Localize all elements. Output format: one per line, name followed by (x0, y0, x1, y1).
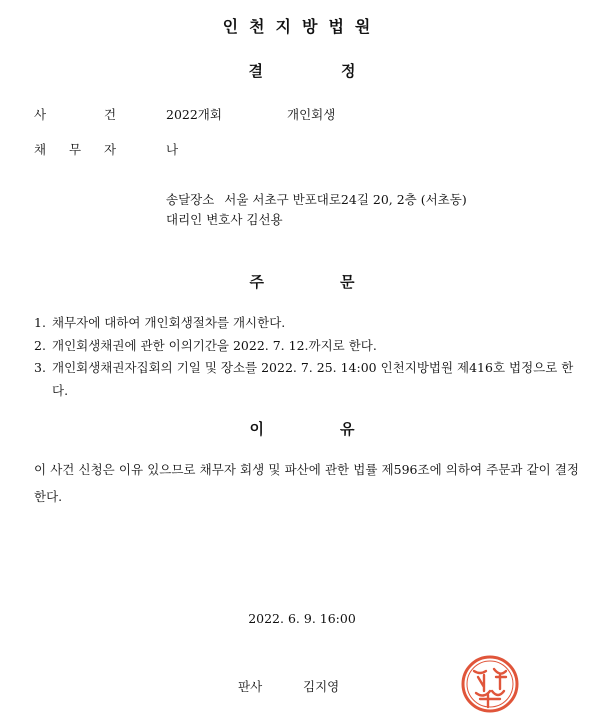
debtor-label: 채 무 자 (34, 142, 117, 157)
case-type: 개인회생 (287, 107, 336, 122)
debtor-name: 나 (166, 142, 179, 157)
reason-heading: 이 유 (249, 420, 355, 438)
order-heading: 주 문 (249, 273, 355, 291)
legal-agent: 대리인 변호사 김선용 (166, 212, 283, 227)
list-item: 1. 채무자에 대하여 개인회생절차를 개시한다. (34, 315, 286, 330)
reason-text: 이 사건 신청은 이유 있으므로 채무자 회생 및 파산에 관한 법률 제596조에 의하여 주문과 같이 결정한다. (34, 462, 579, 504)
service-address-row (166, 190, 467, 208)
doc-type-char: 결 (248, 62, 263, 80)
document-type (0, 60, 604, 81)
service-address-label: 송달장소 (166, 192, 215, 207)
list-item: 2. 개인회생채권에 관한 이의기간을 2022. 7. 12.까지로 한다. (34, 337, 377, 353)
doc-type-char: 정 (341, 62, 356, 80)
decision-date: 2022. 6. 9. 16:00 (248, 611, 356, 626)
judge-label: 판사 (238, 679, 263, 694)
judge-name: 김지영 (303, 679, 340, 694)
case-label: 사 건 (34, 107, 117, 122)
list-item: 3. 개인회생채권자집회의 기일 및 장소를 2022. 7. 25. 14:00 인천지방법원 제416호 법정으로 한다. (34, 360, 574, 398)
court-name: 인천지방법원 (222, 17, 382, 36)
service-address: 서울 서초구 반포대로24길 20, 2층 (서초동) (224, 192, 467, 207)
order-list (34, 312, 579, 402)
case-number: 2022개회 (166, 107, 222, 122)
judge-seal-icon (460, 653, 520, 715)
